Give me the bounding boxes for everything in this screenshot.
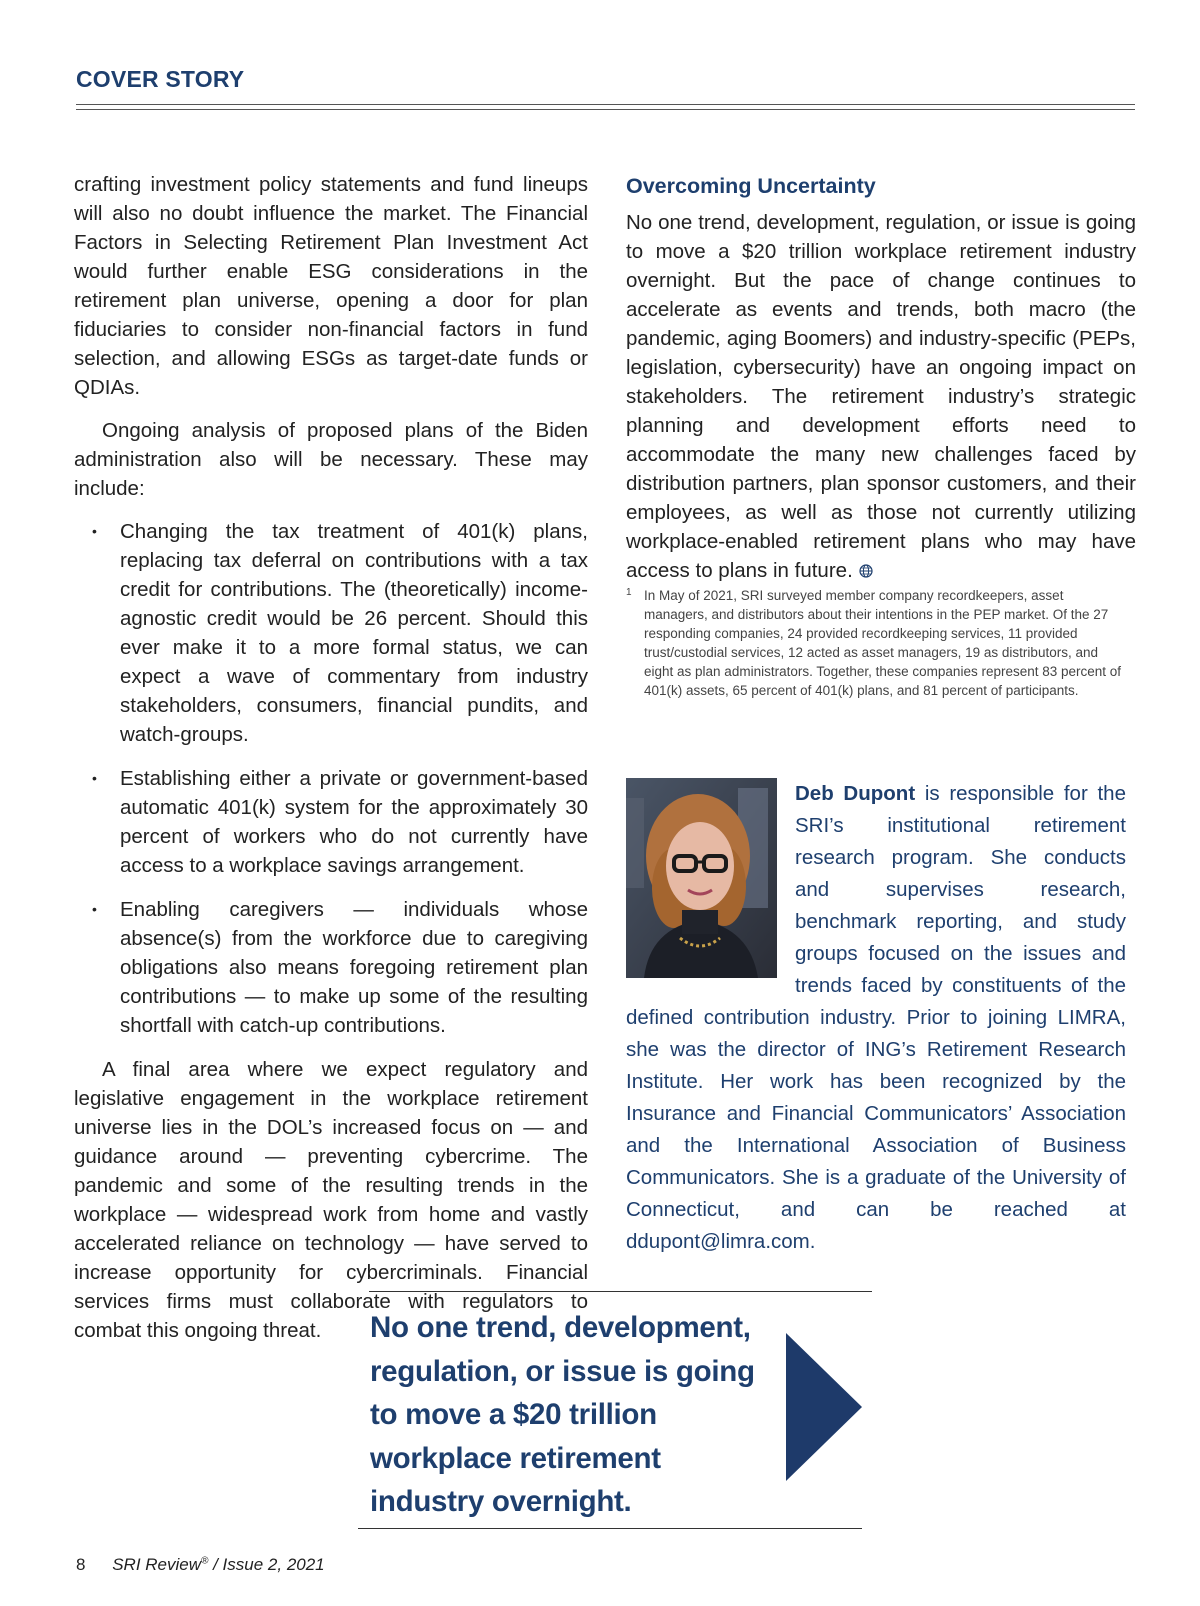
footnote-number: 1 xyxy=(626,587,632,598)
right-paragraph xyxy=(626,208,1136,585)
header-rule-secondary xyxy=(76,109,1135,110)
list-item-text: Changing the tax treatment of 401(k) plans, replacing tax deferral on contributions with a tax credit for contributions. The (theoretically) income-agnostic credit would be 26 percent. Should this ever make it to a more formal status, we can expect a wave of commentary from industry stakeholders, consumers, financial pundits, and watch-groups. xyxy=(120,520,588,746)
section-label: COVER STORY xyxy=(76,66,245,92)
page-footer xyxy=(76,1555,325,1575)
author-portrait-icon xyxy=(626,778,777,978)
bullet-list xyxy=(74,517,588,1040)
right-column xyxy=(626,170,1136,585)
bullet-icon: • xyxy=(92,770,97,786)
bullet-icon: • xyxy=(92,523,97,539)
list-item xyxy=(74,764,588,880)
pull-quote-rule-top xyxy=(369,1291,872,1292)
list-item xyxy=(74,895,588,1040)
author-photo xyxy=(626,778,777,978)
author-bio-text: is responsible for the SRI’s institutional retirement research program. She conducts and supervises research, benchmark reporting, and study groups focused on the issues and trends faced by constituents of the defined contribution industry. Prior to joining LIMRA, she was the director of ING’s Retirement Research Institute. Her work has been recognized by the Insurance and Financial Communicators’ Association and the International Association of Business Communicators. She is a graduate of the University of Connecticut, and can be reached at ddupont@limra.com. xyxy=(626,782,1126,1253)
list-item xyxy=(74,517,588,749)
issue-label: / Issue 2, 2021 xyxy=(208,1555,325,1574)
publication-title xyxy=(112,1555,324,1574)
list-item-text: Establishing either a private or government-based automatic 401(k) system for the approximately 30 percent of workers who do not currently have access to a workplace savings arrangement. xyxy=(120,767,588,877)
pull-quote: No one trend, development, regulation, or issue is going to move a $20 trillion workplace retirement industry overnight. xyxy=(370,1311,755,1518)
pull-quote-rule-bottom xyxy=(358,1528,862,1529)
author-name: Deb Dupont xyxy=(795,782,916,805)
page-number: 8 xyxy=(76,1555,86,1574)
list-item-text: Enabling caregivers — individuals whose absence(s) from the workforce due to caregiving obligations also means foregoing retirement plan contributions — to make up some of the resulting shortfall with catch-up contributions. xyxy=(120,898,588,1037)
left-column xyxy=(74,170,588,1359)
bullet-icon: • xyxy=(92,901,97,917)
right-paragraph-text: No one trend, development, regulation, or issue is going to move a $20 trillion workplace retirement industry overnight. But the pace of change continues to accelerate as events and trends, both macro (the pandemic, aging Boomers) and industry-specific (PEPs, legislation, cybersecurity) have an ongoing impact on stakeholders. The retirement industry’s strategic planning and development efforts need to accommodate the many new challenges faced by distribution partners, plan sponsor customers, and their employees, as well as those not currently utilizing workplace-enabled retirement plans who may have access to plans in future. xyxy=(626,211,1136,582)
left-paragraph-3: A final area where we expect regulatory and legislative engagement in the workplace retirement universe lies in the DOL’s increased focus on — and guidance around — preventing cybercrime. The pandemic and some of the resulting trends in the workplace — widespread work from home and vastly accelerated reliance on technology — have served to increase opportunity for cybercriminals. Financial services firms must collaborate with regulators to combat this ongoing threat. xyxy=(74,1058,588,1342)
header-rule xyxy=(76,104,1135,105)
globe-icon xyxy=(859,564,873,578)
subheading: Overcoming Uncertainty xyxy=(626,174,876,198)
publication-name: SRI Review xyxy=(112,1555,202,1574)
left-paragraph-1: crafting investment policy statements and fund lineups will also no doubt influence the market. The Financial Factors in Selecting Retirement Plan Investment Act would further enable ESG considerations in the retirement plan universe, opening a door for plan fiduciaries to consider non-financial factors in fund selection, and allowing ESGs as target-date funds or QDIAs. xyxy=(74,173,588,399)
left-paragraph-2: Ongoing analysis of proposed plans of the Biden administration also will be necessary. These may include: xyxy=(74,419,588,500)
triangle-arrow-icon xyxy=(786,1333,862,1481)
footnote xyxy=(626,586,1126,700)
footnote-text: In May of 2021, SRI surveyed member company recordkeepers, asset managers, and distributors about their intentions in the PEP market. Of the 27 responding companies, 24 provided recordkeeping services, 11 provided trust/custodial services, 12 acted as asset managers, 19 as distributors, and eight as plan administrators. Together, these companies represent 83 percent of 401(k) assets, 65 percent of 401(k) plans, and 81 percent of participants. xyxy=(644,588,1122,698)
author-bio xyxy=(626,778,1126,1258)
registered-mark: ® xyxy=(201,1555,209,1567)
